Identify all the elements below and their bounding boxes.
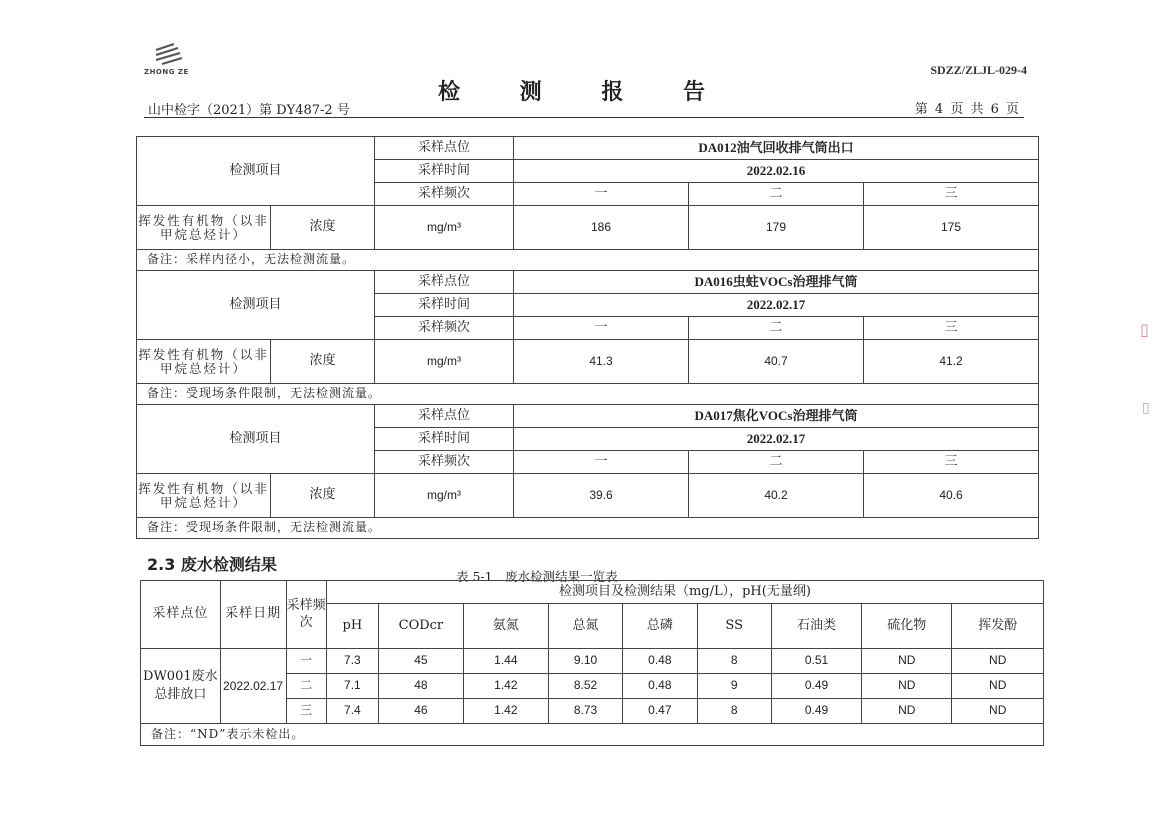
ww-param-header: 硫化物: [862, 604, 952, 649]
freq-value: 一: [514, 317, 689, 340]
unit: mg/m³: [375, 474, 514, 518]
date-value: 2022.02.17: [514, 428, 1039, 451]
freq-value: 一: [514, 183, 689, 206]
conc-label: 浓度: [271, 206, 375, 250]
ww-group-header: 检测项目及检测结果（mg/L），pH(无量纲): [326, 581, 1043, 604]
item-name: 挥发性有机物（以非甲烷总烃计）: [137, 340, 271, 384]
measure-value: 175: [864, 206, 1039, 250]
label-freq: 采样频次: [375, 451, 514, 474]
table-caption: 表 5-1 废水检测结果一览表: [456, 569, 618, 584]
unit: mg/m³: [375, 340, 514, 384]
conc-label: 浓度: [271, 340, 375, 384]
page-info: 第 4 页 共 6 页: [914, 102, 1019, 117]
report-number: 山中检字（2021）第 DY487-2 号: [148, 103, 350, 118]
ww-value: ND: [862, 674, 952, 699]
ww-param-header: 总氮: [548, 604, 622, 649]
ww-value: 0.51: [771, 649, 861, 674]
ww-param-header: pH: [326, 604, 378, 649]
stamp-mark: ▯: [1140, 320, 1149, 339]
label-point: 采样点位: [375, 271, 514, 294]
ww-value: 48: [378, 674, 463, 699]
ww-freq: 二: [286, 674, 326, 699]
item-header: 检测项目: [137, 137, 375, 206]
measure-value: 179: [689, 206, 864, 250]
ww-value: 45: [378, 649, 463, 674]
remark: 备注：采样内径小，无法检测流量。: [137, 250, 1039, 271]
freq-value: 二: [689, 317, 864, 340]
ww-freq: 一: [286, 649, 326, 674]
section-row-data: [137, 340, 1039, 384]
freq-value: 二: [689, 451, 864, 474]
freq-value: 三: [864, 317, 1039, 340]
remark: 备注：受现场条件限制，无法检测流量。: [137, 518, 1039, 539]
ww-param-header: 氨氮: [463, 604, 548, 649]
ww-value: 0.48: [623, 649, 697, 674]
remark: 备注：受现场条件限制，无法检测流量。: [137, 384, 1039, 405]
label-freq: 采样频次: [375, 317, 514, 340]
ww-point: DW001废水总排放口: [141, 649, 221, 724]
ww-value: 0.48: [623, 674, 697, 699]
section-row-point: [137, 137, 1039, 160]
ww-value: 9.10: [548, 649, 622, 674]
ww-value: 9: [697, 674, 771, 699]
date-value: 2022.02.16: [514, 160, 1039, 183]
label-point: 采样点位: [375, 137, 514, 160]
ww-param-header: SS: [697, 604, 771, 649]
ww-value: 7.4: [326, 699, 378, 724]
ww-value: 8: [697, 649, 771, 674]
conc-label: 浓度: [271, 474, 375, 518]
unit: mg/m³: [375, 206, 514, 250]
ww-value: ND: [862, 649, 952, 674]
ww-value: 7.3: [326, 649, 378, 674]
ww-col-date: 采样日期: [220, 581, 286, 649]
exhaust-table: [136, 136, 1039, 539]
stamp-mark: ▯: [1142, 400, 1150, 416]
section-row-data: [137, 474, 1039, 518]
header-rule: [144, 117, 1024, 118]
label-point: 采样点位: [375, 405, 514, 428]
measure-value: 39.6: [514, 474, 689, 518]
table-row: [141, 649, 1044, 674]
ww-param-header: 挥发酚: [952, 604, 1044, 649]
ww-value: 8: [697, 699, 771, 724]
ww-value: 0.47: [623, 699, 697, 724]
ww-value: 1.42: [463, 674, 548, 699]
ww-param-header: CODcr: [378, 604, 463, 649]
measure-value: 40.6: [864, 474, 1039, 518]
measure-value: 41.3: [514, 340, 689, 384]
point-value: DA012油气回收排气筒出口: [514, 137, 1039, 160]
page-title: 检 测 报 告: [438, 79, 731, 105]
item-header: 检测项目: [137, 271, 375, 340]
ww-value: 8.73: [548, 699, 622, 724]
measure-value: 40.2: [689, 474, 864, 518]
item-name: 挥发性有机物（以非甲烷总烃计）: [137, 206, 271, 250]
section-heading-wastewater: 2.3 废水检测结果: [147, 555, 277, 574]
measure-value: 40.7: [689, 340, 864, 384]
measure-value: 41.2: [864, 340, 1039, 384]
section-row-note: [137, 518, 1039, 539]
label-freq: 采样频次: [375, 183, 514, 206]
ww-freq: 三: [286, 699, 326, 724]
ww-col-freq: 采样频次: [286, 581, 326, 649]
freq-value: 二: [689, 183, 864, 206]
measure-value: 186: [514, 206, 689, 250]
date-value: 2022.02.17: [514, 294, 1039, 317]
ww-value: 0.49: [771, 674, 861, 699]
item-header: 检测项目: [137, 405, 375, 474]
ww-date: 2022.02.17: [220, 649, 286, 724]
ww-value: ND: [952, 699, 1044, 724]
ww-value: 46: [378, 699, 463, 724]
freq-value: 一: [514, 451, 689, 474]
ww-value: 1.42: [463, 699, 548, 724]
logo-mark-icon: [152, 42, 192, 68]
ww-value: 1.44: [463, 649, 548, 674]
label-time: 采样时间: [375, 160, 514, 183]
label-time: 采样时间: [375, 294, 514, 317]
ww-param-header: 总磷: [623, 604, 697, 649]
ww-value: 7.1: [326, 674, 378, 699]
ww-param-header: 石油类: [771, 604, 861, 649]
section-row-data: [137, 206, 1039, 250]
ww-note-row: [141, 724, 1044, 746]
freq-value: 三: [864, 183, 1039, 206]
freq-value: 三: [864, 451, 1039, 474]
logo-text: ZHONG ZE: [144, 68, 189, 76]
ww-value: ND: [952, 674, 1044, 699]
wastewater-table: [140, 580, 1044, 746]
point-value: DA017焦化VOCs治理排气筒: [514, 405, 1039, 428]
point-value: DA016虫蛀VOCs治理排气筒: [514, 271, 1039, 294]
doc-code: SDZZ/ZLJL-029-4: [930, 63, 1027, 77]
section-row-point: [137, 271, 1039, 294]
section-row-note: [137, 250, 1039, 271]
section-row-note: [137, 384, 1039, 405]
ww-value: ND: [952, 649, 1044, 674]
item-name: 挥发性有机物（以非甲烷总烃计）: [137, 474, 271, 518]
ww-remark: 备注：“ND”表示未检出。: [141, 724, 1044, 746]
label-time: 采样时间: [375, 428, 514, 451]
ww-value: ND: [862, 699, 952, 724]
ww-value: 0.49: [771, 699, 861, 724]
ww-value: 8.52: [548, 674, 622, 699]
section-row-point: [137, 405, 1039, 428]
ww-col-point: 采样点位: [141, 581, 221, 649]
